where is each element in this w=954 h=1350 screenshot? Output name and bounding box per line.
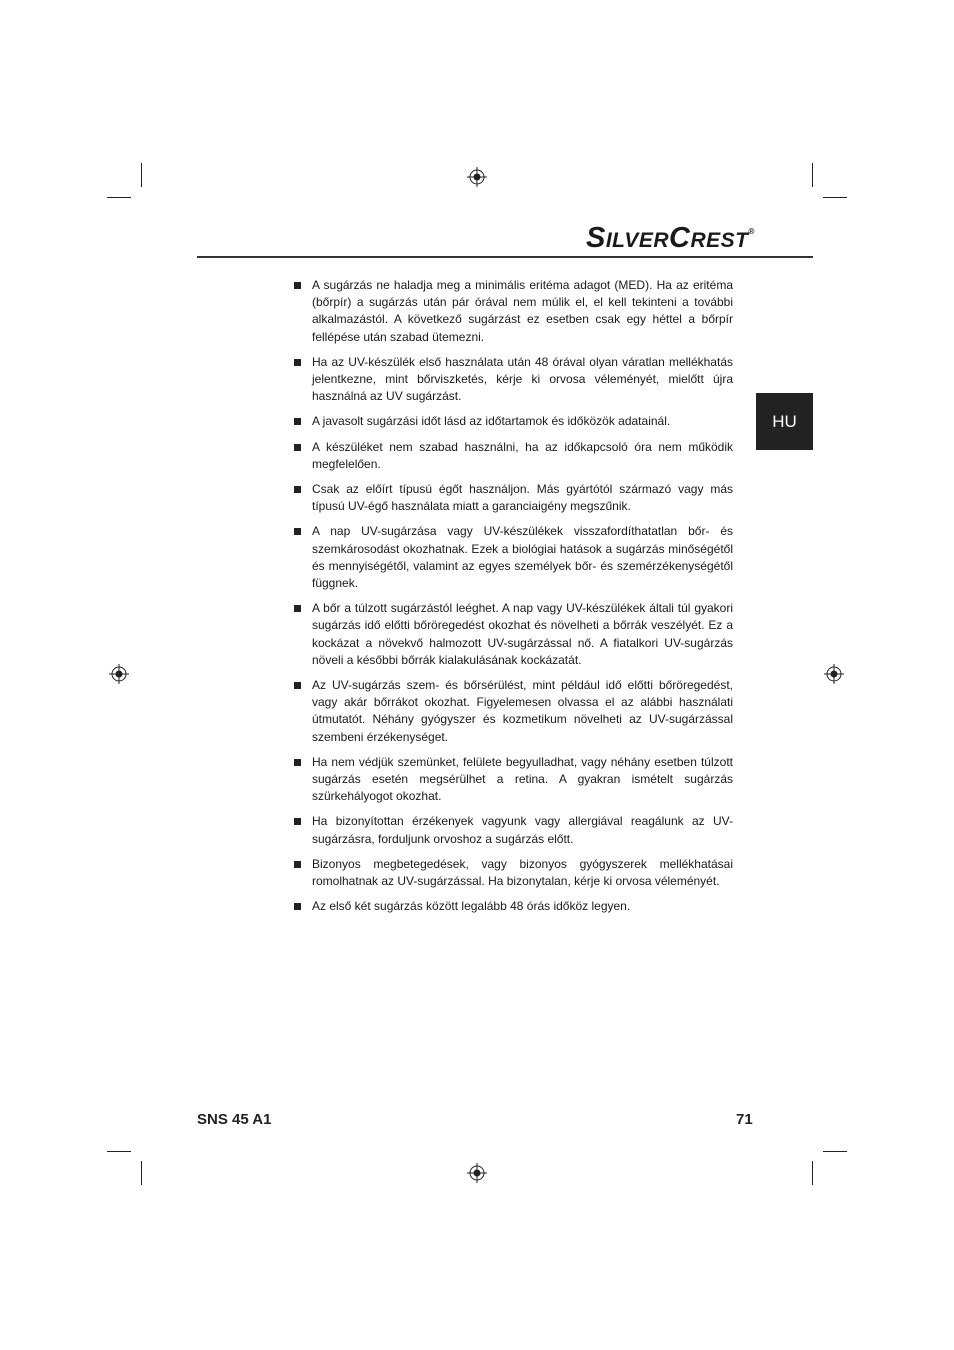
registration-target-icon xyxy=(467,1163,487,1183)
crop-mark-top-right-v xyxy=(812,163,813,187)
header-rule xyxy=(197,256,813,258)
footer-model-number: SNS 45 A1 xyxy=(197,1111,272,1128)
bullet-square-icon xyxy=(294,528,301,535)
list-item: Ha nem védjük szemünket, felülete begyulladhat, vagy néhány esetben túlzott sugárzás esetén megsérülhet a retina. A gyakran ismételt sugárzás szürkehályogot okozhat. xyxy=(294,754,733,806)
page-number: 71 xyxy=(736,1111,753,1128)
bullet-square-icon xyxy=(294,605,301,612)
list-item: A bőr a túlzott sugárzástól leéghet. A nap vagy UV-készülékek általi túl gyakori sugárzás idő előtti bőröregedést okozhat és növelheti a bőrrák veszélyét. Ez a kockázat a növekvő halmozott UV-sugárzással nő. A fiatalkori UV-sugárzás növeli a későbbi bőrrák kialakulásának kockázatát. xyxy=(294,600,733,669)
crop-mark-bottom-right-h xyxy=(823,1151,847,1152)
bullet-square-icon xyxy=(294,682,301,689)
crop-mark-bottom-left-h xyxy=(107,1151,131,1152)
list-item: Ha az UV-készülék első használata után 48 órával olyan váratlan mellékhatás jelentkezne, mint bőrviszketés, kérje ki orvosa véleményét, mielőtt újra használná az UV sugárzást. xyxy=(294,354,733,406)
bullet-square-icon xyxy=(294,903,301,910)
safety-instructions-list xyxy=(294,277,733,924)
list-item: Az első két sugárzás között legalább 48 órás időköz legyen. xyxy=(294,898,733,915)
bullet-square-icon xyxy=(294,282,301,289)
language-tab: HU xyxy=(756,393,813,450)
registration-target-icon xyxy=(109,664,129,684)
bullet-square-icon xyxy=(294,359,301,366)
silvercrest-logo xyxy=(586,222,755,254)
bullet-square-icon xyxy=(294,759,301,766)
crop-mark-bottom-left-v xyxy=(141,1161,142,1185)
logo-letter-s: S xyxy=(586,222,606,254)
logo-letters-rest: REST xyxy=(690,229,749,252)
logo-letter-c: C xyxy=(669,222,691,254)
registration-target-icon xyxy=(467,167,487,187)
list-item: A javasolt sugárzási időt lásd az időtartamok és időközök adatainál. xyxy=(294,413,733,430)
logo-letters-ilver: ILVER xyxy=(605,229,670,252)
list-item: Bizonyos megbetegedések, vagy bizonyos gyógyszerek mellékhatásai romolhatnak az UV-sugárzással. Ha bizonytalan, kérje ki orvosa véleményét. xyxy=(294,856,733,890)
bullet-square-icon xyxy=(294,444,301,451)
bullet-square-icon xyxy=(294,861,301,868)
list-item: A készüléket nem szabad használni, ha az időkapcsoló óra nem működik megfelelően. xyxy=(294,439,733,473)
list-item: Az UV-sugárzás szem- és bőrsérülést, mint például idő előtti bőröregedést, vagy akár bőrrákot okozhat. Figyelemesen olvassa el az alábbi használati útmutatót. Néhány gyógyszer és kozmetikum növelheti az UV-sugárzással szembeni érzékenységet. xyxy=(294,677,733,746)
crop-mark-top-left-h xyxy=(107,197,131,198)
crop-mark-bottom-right-v xyxy=(812,1161,813,1185)
list-item: A sugárzás ne haladja meg a minimális eritéma adagot (MED). Ha az eritéma (bőrpír) a sugárzás után pár órával nem múlik el, el kell tekinteni a további alkalmazástól. A következő sugárzást ez esetben csak egy héttel a bőrpír fellépése után szabad ütemezni. xyxy=(294,277,733,346)
bullet-square-icon xyxy=(294,486,301,493)
list-item: Ha bizonyítottan érzékenyek vagyunk vagy allergiával reagálunk az UV-sugárzásra, forduljunk orvoshoz a sugárzás előtt. xyxy=(294,813,733,847)
crop-mark-top-left-v xyxy=(141,163,142,187)
list-item: Csak az előírt típusú égőt használjon. Más gyártótól származó vagy más típusú UV-égő használata miatt a garanciaigény megszűnik. xyxy=(294,481,733,515)
list-item: A nap UV-sugárzása vagy UV-készülékek visszafordíthatatlan bőr- és szemkárosodást okozhatnak. Ezek a biológiai hatások a sugárzás minőségétől és mennyiségétől, valamint az egyes személyek bőr- és szemérzékenységétől függnek. xyxy=(294,523,733,592)
registration-target-icon xyxy=(824,664,844,684)
registered-mark: ® xyxy=(748,227,755,236)
crop-mark-top-right-h xyxy=(823,197,847,198)
bullet-square-icon xyxy=(294,418,301,425)
bullet-square-icon xyxy=(294,818,301,825)
